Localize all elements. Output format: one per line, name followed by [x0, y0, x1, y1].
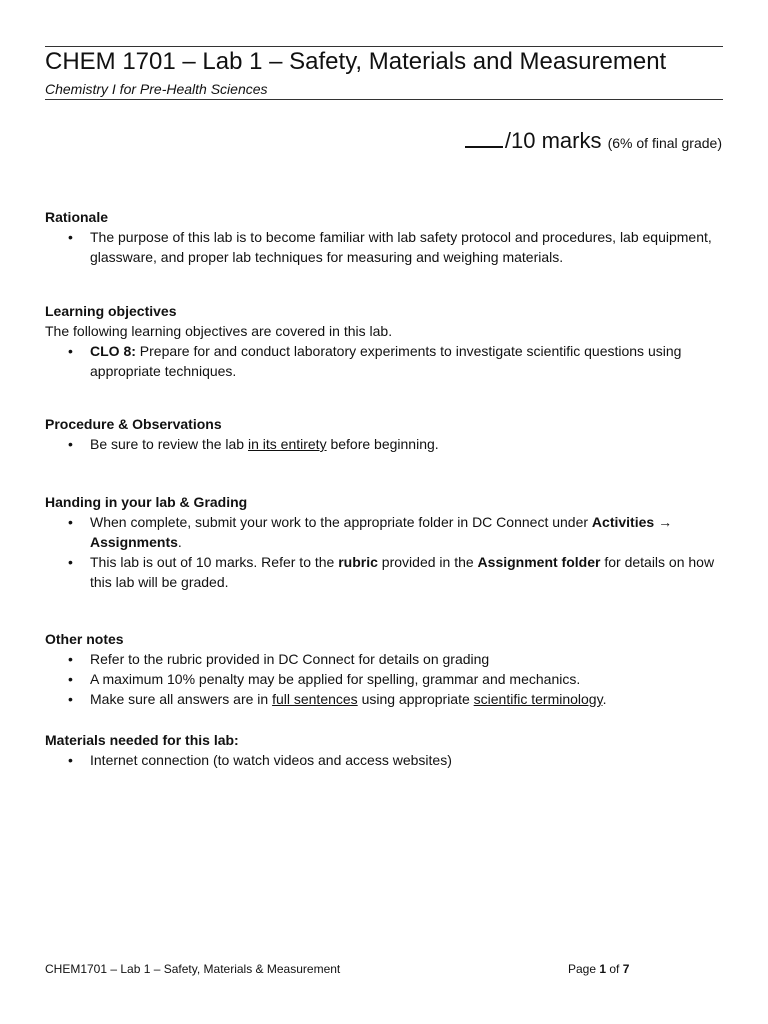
other-notes-list: [45, 649, 723, 709]
underlined-text: in its entirety: [247, 436, 327, 452]
text-span: for details on how this lab will be graded.: [90, 554, 715, 590]
rationale-heading: Rationale: [45, 209, 109, 225]
procedure-heading: Procedure & Observations: [45, 416, 222, 432]
bold-text: Activities: [591, 514, 655, 530]
text-span: Make sure all answers are in: [90, 691, 273, 707]
bold-text: rubric: [338, 554, 378, 570]
procedure-list: [45, 434, 723, 454]
objectives-heading: Learning objectives: [45, 303, 177, 319]
bold-text: Assignment folder: [477, 554, 601, 570]
document-subtitle: Chemistry I for Pre-Health Sciences: [45, 81, 268, 97]
objectives-intro: The following learning objectives are covered in this lab.: [45, 323, 393, 339]
materials-heading: Materials needed for this lab:: [45, 732, 239, 748]
other-notes-heading: Other notes: [45, 631, 124, 647]
other-notes-section: [45, 629, 723, 709]
text-span: provided in the: [377, 554, 478, 570]
handing-in-section: [45, 492, 723, 592]
rationale-section: [45, 207, 723, 267]
text-span: using appropriate: [357, 691, 474, 707]
procedure-section: [45, 414, 723, 454]
page-current: 1: [599, 962, 607, 976]
text-span: Page: [568, 962, 600, 976]
marks-value: /10 marks: [504, 128, 602, 153]
materials-list: [45, 750, 723, 770]
materials-section: [45, 730, 723, 770]
marks-line: [465, 128, 722, 154]
list-item: [90, 512, 723, 552]
marks-note: (6% of final grade): [607, 135, 722, 151]
objectives-section: [45, 301, 723, 381]
clo-label: CLO 8:: [90, 343, 136, 359]
bold-text: Assignments: [90, 534, 178, 550]
list-item: • The purpose of this lab is to become familiar with lab safety protocol and procedures, lab equipment, glassware, and proper lab techniques for measuring and weighing materials.: [90, 227, 723, 267]
clo-text: Prepare for and conduct laboratory experiments to investigate scientific questions using appropriate techniques.: [90, 343, 682, 379]
handing-in-heading: Handing in your lab & Grading: [45, 494, 248, 510]
text-span: Be sure to review the lab: [90, 436, 248, 452]
text-span: .: [602, 691, 607, 707]
list-item: • A maximum 10% penalty may be applied for spelling, grammar and mechanics.: [90, 669, 723, 689]
text-span: When complete, submit your work to the appropriate folder in DC Connect under: [90, 514, 592, 530]
list-item: [90, 552, 723, 592]
list-item: • Refer to the rubric provided in DC Connect for details on grading: [90, 649, 723, 669]
underlined-text: scientific terminology: [473, 691, 603, 707]
list-item: [90, 689, 723, 709]
footer-left: CHEM1701 – Lab 1 – Safety, Materials & Measurement: [45, 962, 341, 976]
text-span: This lab is out of 10 marks. Refer to the: [90, 554, 339, 570]
text-span: .: [177, 534, 182, 550]
arrow-icon: →: [658, 514, 673, 530]
score-blank: [465, 128, 503, 148]
list-item: [90, 341, 723, 381]
text-span: before beginning.: [326, 436, 439, 452]
underlined-text: full sentences: [272, 691, 358, 707]
objectives-list: [45, 341, 723, 381]
list-item: • Internet connection (to watch videos and access websites): [90, 750, 723, 770]
document-title: CHEM 1701 – Lab 1 – Safety, Materials and Measurement: [45, 48, 667, 75]
list-item: [90, 434, 723, 454]
header-bottom-rule: [45, 99, 723, 100]
footer-page-number: [568, 962, 629, 976]
rationale-list: [45, 227, 723, 267]
text-span: of: [606, 962, 623, 976]
page-total: 7: [622, 962, 630, 976]
handing-in-list: [45, 512, 723, 592]
header-top-rule: [45, 46, 723, 47]
